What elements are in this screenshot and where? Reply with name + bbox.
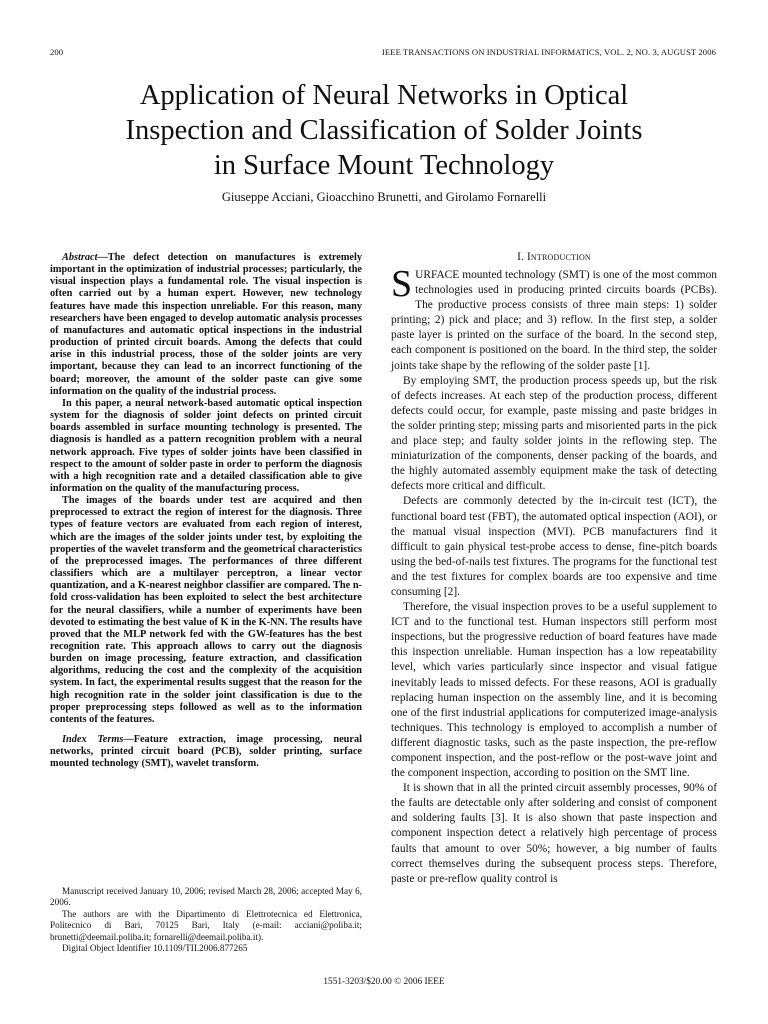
index-terms: [50, 734, 362, 770]
title-line: Application of Neural Networks in Optical: [139, 80, 629, 111]
intro-paragraph: Therefore, the visual inspection proves to be a useful supplement to ICT and to the functional test. Human inspectors still perform most inspections, but the progressive reduction of board features have made this inspection unreliable. Human inspection has a low repeatability level, which varies particularly since inspector and visual fatigue inevitably leads to missed defects. For these reasons, AOI is gradually replacing human inspection on the assembly line, and it is becoming one of the first industrial applications for computerized image-analysis techniques. This technology is employed to accomplish a number of different diagnostic tasks, such as the paste inspection, the pre-reflow component inspection, and the post-reflow or the post-wave joint and the component inspection, according to position on the SMT line.: [391, 601, 717, 780]
index-terms-label: Index Terms: [62, 734, 124, 746]
footnote-affiliation: The authors are with the Dipartimento di Elettrotecnica ed Elettronica, Politecnico di Bari, 70125 Bari, Italy (e-mail: acciani@poliba.it; brunetti@deemail.poliba.it; fornarelli@deemail.poliba.it).: [50, 908, 362, 942]
title-line: in Surface Mount Technology: [213, 150, 555, 181]
intro-paragraph: It is shown that in all the printed circuit assembly processes, 90% of the faults are detectable only after soldering and consist of component and soldering faults [3]. It is also shown that paste inspection and component inspection detect a relatively high percentage of process faults that amount to over 50%; however, a big number of faults correct themselves during the subsequent process steps. Therefore, paste or pre-reflow quality control is: [391, 782, 717, 885]
index-terms-text: —Feature extraction, image processing, neural networks, printed circuit board (PCB), solder printing, surface mounted technology (SMT), wavelet transform.: [50, 734, 362, 770]
footnote-doi: Digital Object Identifier 10.1109/TII.2006.877265: [62, 943, 248, 954]
footnote-received: Manuscript received January 10, 2006; revised March 28, 2006; accepted May 6, 2006.: [50, 886, 362, 908]
section-heading: I. Introduction: [517, 251, 591, 263]
intro-paragraph: By employing SMT, the production process speeds up, but the risk of defects increases. At each step of the production process, different defects could occur, for example, paste missing and paste bridges in the solder printing step; missing parts and misoriented parts in the pick and place step; and faulty solder joints in the reflowing step. The miniaturization of the components, denser packing of the boards, and the highly automated assembly equipment make the task of detecting defects more critical and difficult.: [391, 374, 717, 493]
abstract-text: —The defect detection on manufactures is extremely important in the optimization of industrial processes; particularly, the visual inspection plays a fundamental role. The visual inspection is often carried out by a human expert. However, new technology features have made this inspection unreliable. For this reason, many researchers have been engaged to develop automatic analysis processes of manufactures and automatic optical inspections in the industrial production of printed circuit boards. Among the defects that could arise in this industrial process, those of the solder joints are very important, because they can lead to an incorrect functioning of the board; moreover, the amount of the solder paste can give some information on the quality of the industrial process.: [50, 252, 362, 397]
journal-header: IEEE TRANSACTIONS ON INDUSTRIAL INFORMATICS, VOL. 2, NO. 3, AUGUST 2006: [381, 47, 716, 57]
paper-title: [60, 78, 708, 183]
abstract-paragraph: The images of the boards under test are acquired and then preprocessed to extract the region of interest for the diagnosis. Three types of feature vectors are evaluated from each region of interest, which are the images of the solder joints under test, by exploiting the properties of the wavelet transform and the geometrical characteristics of the preprocessed images. The performances of three different classifiers which are a multilayer perceptron, a linear vector quantization, and a K-nearest neighbor classifier are compared. The n-fold cross-validation has been exploited to select the best architecture for the neural classifiers, while a number of experiments have been devoted to estimating the best value of K in the K-NN. The results have proved that the MLP network fed with the GW-features has the best recognition rate. This approach allows to carry out the diagnosis burden on image processing, feature extraction, and classification algorithms, reducing the cost and the complexity of the acquisition system. In fact, the experimental results suggest that the reason for the high recognition rate in the solder joint classification is due to the proper preprocessing steps followed as well as to the information contents of the features.: [50, 495, 362, 725]
drop-cap: S: [391, 263, 413, 305]
page-number: 200: [50, 47, 64, 57]
abstract-paragraph: [50, 252, 362, 398]
title-line: Inspection and Classification of Solder Joints: [125, 115, 643, 146]
footnotes: [50, 886, 362, 954]
abstract-paragraph: In this paper, a neural network-based automatic optical inspection system for the diagnosis of solder joint defects on printed circuit boards assembled in surface mounting technology is presented. The diagnosis is handled as a pattern recognition problem with a neural network approach. Five types of solder joints have been classified in respect to the amount of solder paste in order to perform the diagnosis with a high recognition rate and a detailed classification able to give information on the quality of the manufacturing process.: [50, 397, 362, 494]
intro-paragraph: [391, 263, 717, 374]
abstract-column: [50, 252, 362, 771]
introduction-column: [391, 251, 717, 887]
intro-paragraph: Defects are commonly detected by the in-circuit test (ICT), the functional board test (FBT), the automated optical inspection (AOI), or the manual visual inspection (MVI). PCB manufacturers find it difficult to gain physical test-probe access to dense, fine-pitch boards using the bed-of-nails test fixtures. The programs for the functional test and the test fixtures for complex boards are too expensive and time consuming [2].: [391, 495, 717, 598]
abstract-label: Abstract: [62, 252, 98, 263]
intro-text: URFACE mounted technology (SMT) is one of the most common technologies used in producing printed circuits boards (PCBs). The productive process consists of three main steps: 1) solder printing; 2) pick and place; and 3) reflow. In the first step, a solder paste layer is printed on the surface of the board. In the second step, each component is positioned on the board. In the third step, the solder joints take shape by the reflowing of the solder paste [1].: [391, 269, 717, 372]
copyright-footer: 1551-3203/$20.00 © 2006 IEEE: [323, 977, 445, 987]
author-list: Giuseppe Acciani, Gioacchino Brunetti, and Girolamo Fornarelli: [221, 190, 547, 204]
